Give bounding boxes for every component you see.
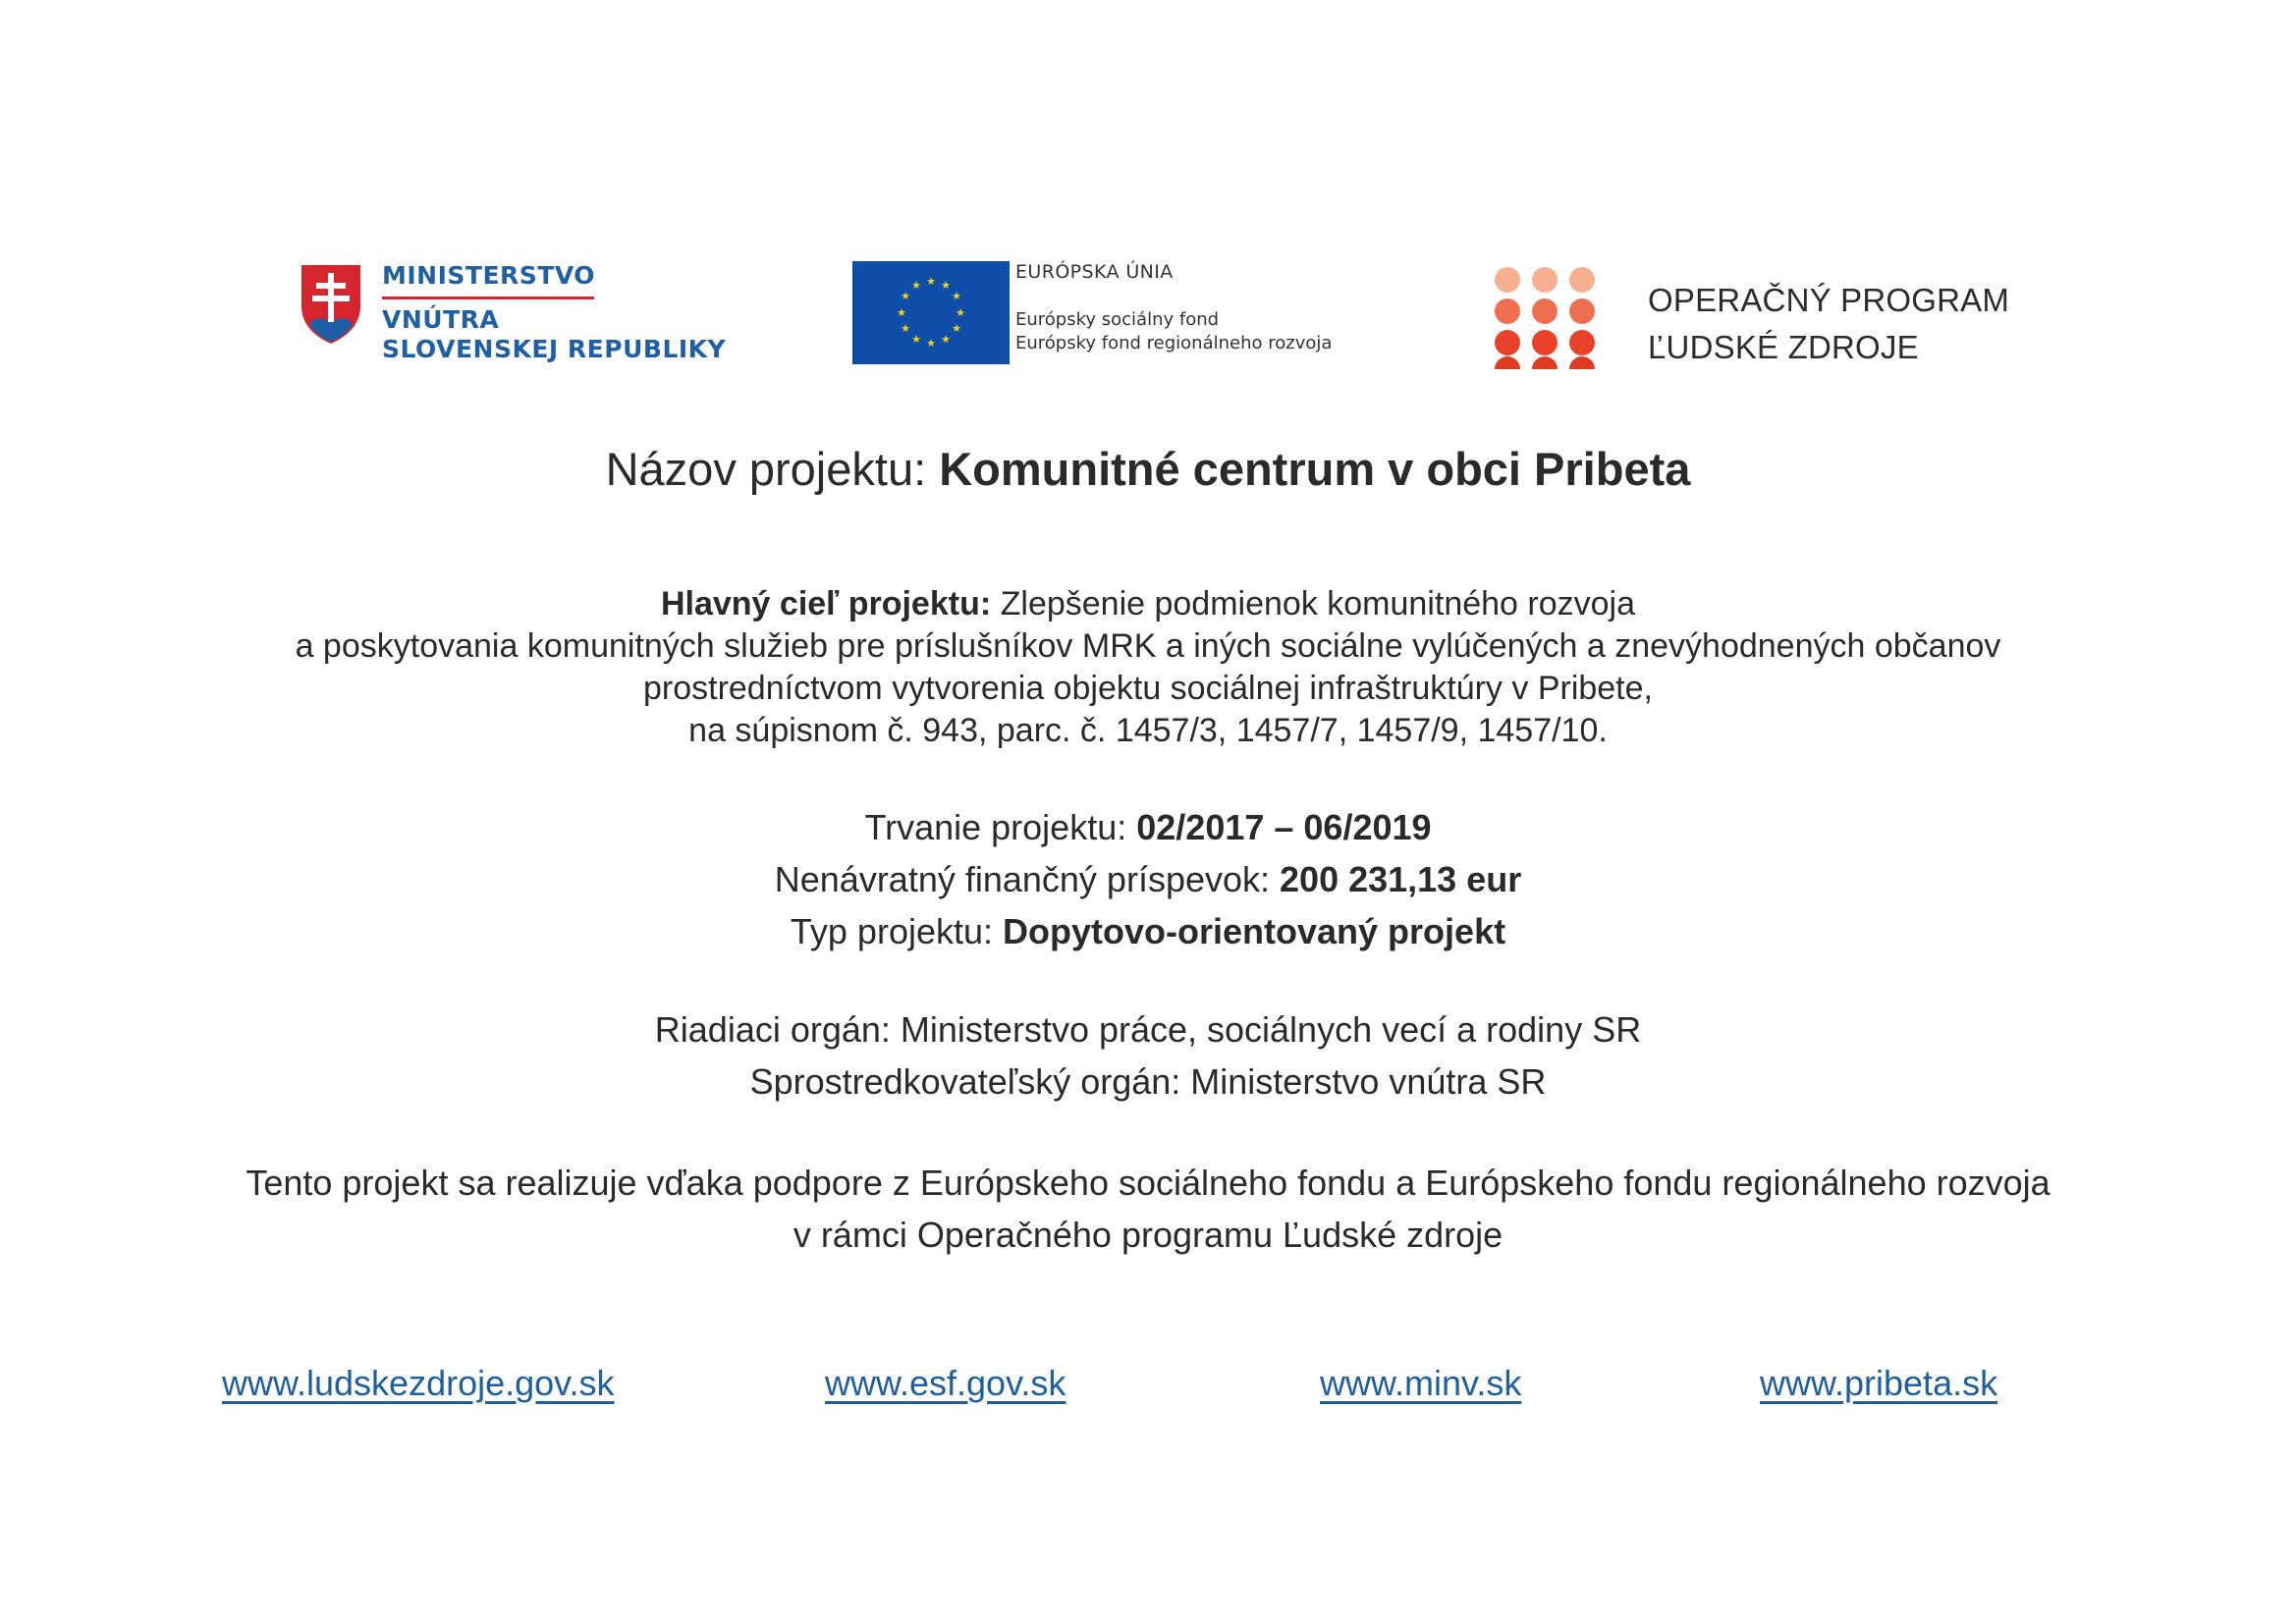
type-value: Dopytovo-orientovaný projekt	[1003, 911, 1506, 951]
goal-line-1	[98, 583, 2198, 625]
contribution-value: 200 231,13 eur	[1280, 859, 1522, 899]
link-esf[interactable]: www.esf.gov.sk	[825, 1363, 1066, 1403]
type-label: Typ projektu:	[790, 911, 994, 951]
project-title	[0, 442, 2296, 496]
goal-line1-text: Zlepšenie podmienok komunitného rozvoja	[1000, 585, 1636, 623]
svg-text:★: ★	[952, 322, 961, 335]
svg-text:★: ★	[926, 337, 936, 350]
operational-program-line2: ĽUDSKÉ ZDROJE	[1648, 329, 1919, 365]
svg-text:★: ★	[952, 290, 961, 302]
ministry-logo	[300, 261, 732, 369]
duration-row	[0, 801, 2296, 853]
type-row	[0, 905, 2296, 957]
contribution-row	[0, 853, 2296, 905]
svg-text:★: ★	[897, 306, 906, 319]
eu-logo-fund2: Európsky fond regionálneho rozvoja	[1015, 333, 1333, 353]
support-statement	[0, 1157, 2296, 1261]
support-line-1: Tento projekt sa realizuje vďaka podpore z Európskeho sociálneho fondu a Európskeho fondu regionálneho rozvoja	[246, 1163, 2050, 1203]
operational-program-line1: OPERAČNÝ PROGRAM	[1648, 282, 2010, 318]
ministry-logo-line3: SLOVENSKEJ REPUBLIKY	[382, 335, 727, 363]
link-pribeta[interactable]: www.pribeta.sk	[1760, 1363, 1998, 1403]
goal-line-2: a poskytovania komunitných služieb pre príslušníkov MRK a iných sociálne vylúčených a znevýhodnených občanov	[295, 627, 2001, 665]
svg-text:★: ★	[941, 333, 951, 346]
duration-value: 02/2017 – 06/2019	[1136, 807, 1432, 847]
operational-program-logo	[1491, 265, 2021, 373]
slovak-coat-of-arms-icon	[300, 263, 362, 346]
link-ludskezdroje[interactable]: www.ludskezdroje.gov.sk	[222, 1363, 615, 1403]
svg-text:★: ★	[901, 322, 910, 335]
goal-label: Hlavný cieľ projektu:	[660, 585, 992, 623]
goal-line-4: na súpisnom č. 943, parc. č. 1457/3, 1457/7, 1457/9, 1457/10.	[688, 712, 1608, 749]
intermediate-body: Sprostredkovateľský orgán: Ministerstvo vnútra SR	[749, 1061, 1547, 1102]
project-info	[0, 801, 2296, 957]
svg-text:★: ★	[901, 290, 910, 302]
project-goal	[98, 583, 2198, 752]
eu-logo-fund1: Európsky sociálny fond	[1015, 309, 1220, 330]
ministry-logo-line1: MINISTERSTVO	[382, 261, 594, 299]
svg-text:★: ★	[956, 306, 965, 319]
eu-logo-title: EURÓPSKA ÚNIA	[1015, 261, 1174, 283]
dots-logo-icon	[1491, 265, 1599, 369]
svg-text:★: ★	[941, 279, 951, 292]
svg-text:★: ★	[911, 279, 921, 292]
support-line-2: v rámci Operačného programu Ľudské zdroje	[793, 1215, 1503, 1255]
link-minv[interactable]: www.minv.sk	[1320, 1363, 1522, 1403]
goal-line-3: prostredníctvom vytvorenia objektu sociálnej infraštruktúry v Pribete,	[642, 670, 1653, 707]
svg-text:★: ★	[926, 275, 936, 288]
eu-logo	[852, 261, 1383, 369]
ministry-logo-line2: VNÚTRA	[382, 305, 500, 334]
project-name-label: Názov projektu:	[605, 443, 927, 495]
managing-authority: Riadiaci orgán: Ministerstvo práce, sociálnych vecí a rodiny SR	[654, 1009, 1642, 1050]
eu-flag-icon	[852, 261, 1010, 364]
contribution-label: Nenávratný finančný príspevok:	[774, 859, 1271, 899]
svg-text:★: ★	[911, 333, 921, 346]
project-name-value: Komunitné centrum v obci Pribeta	[939, 443, 1691, 495]
project-organs	[0, 1003, 2296, 1108]
duration-label: Trvanie projektu:	[864, 807, 1127, 847]
